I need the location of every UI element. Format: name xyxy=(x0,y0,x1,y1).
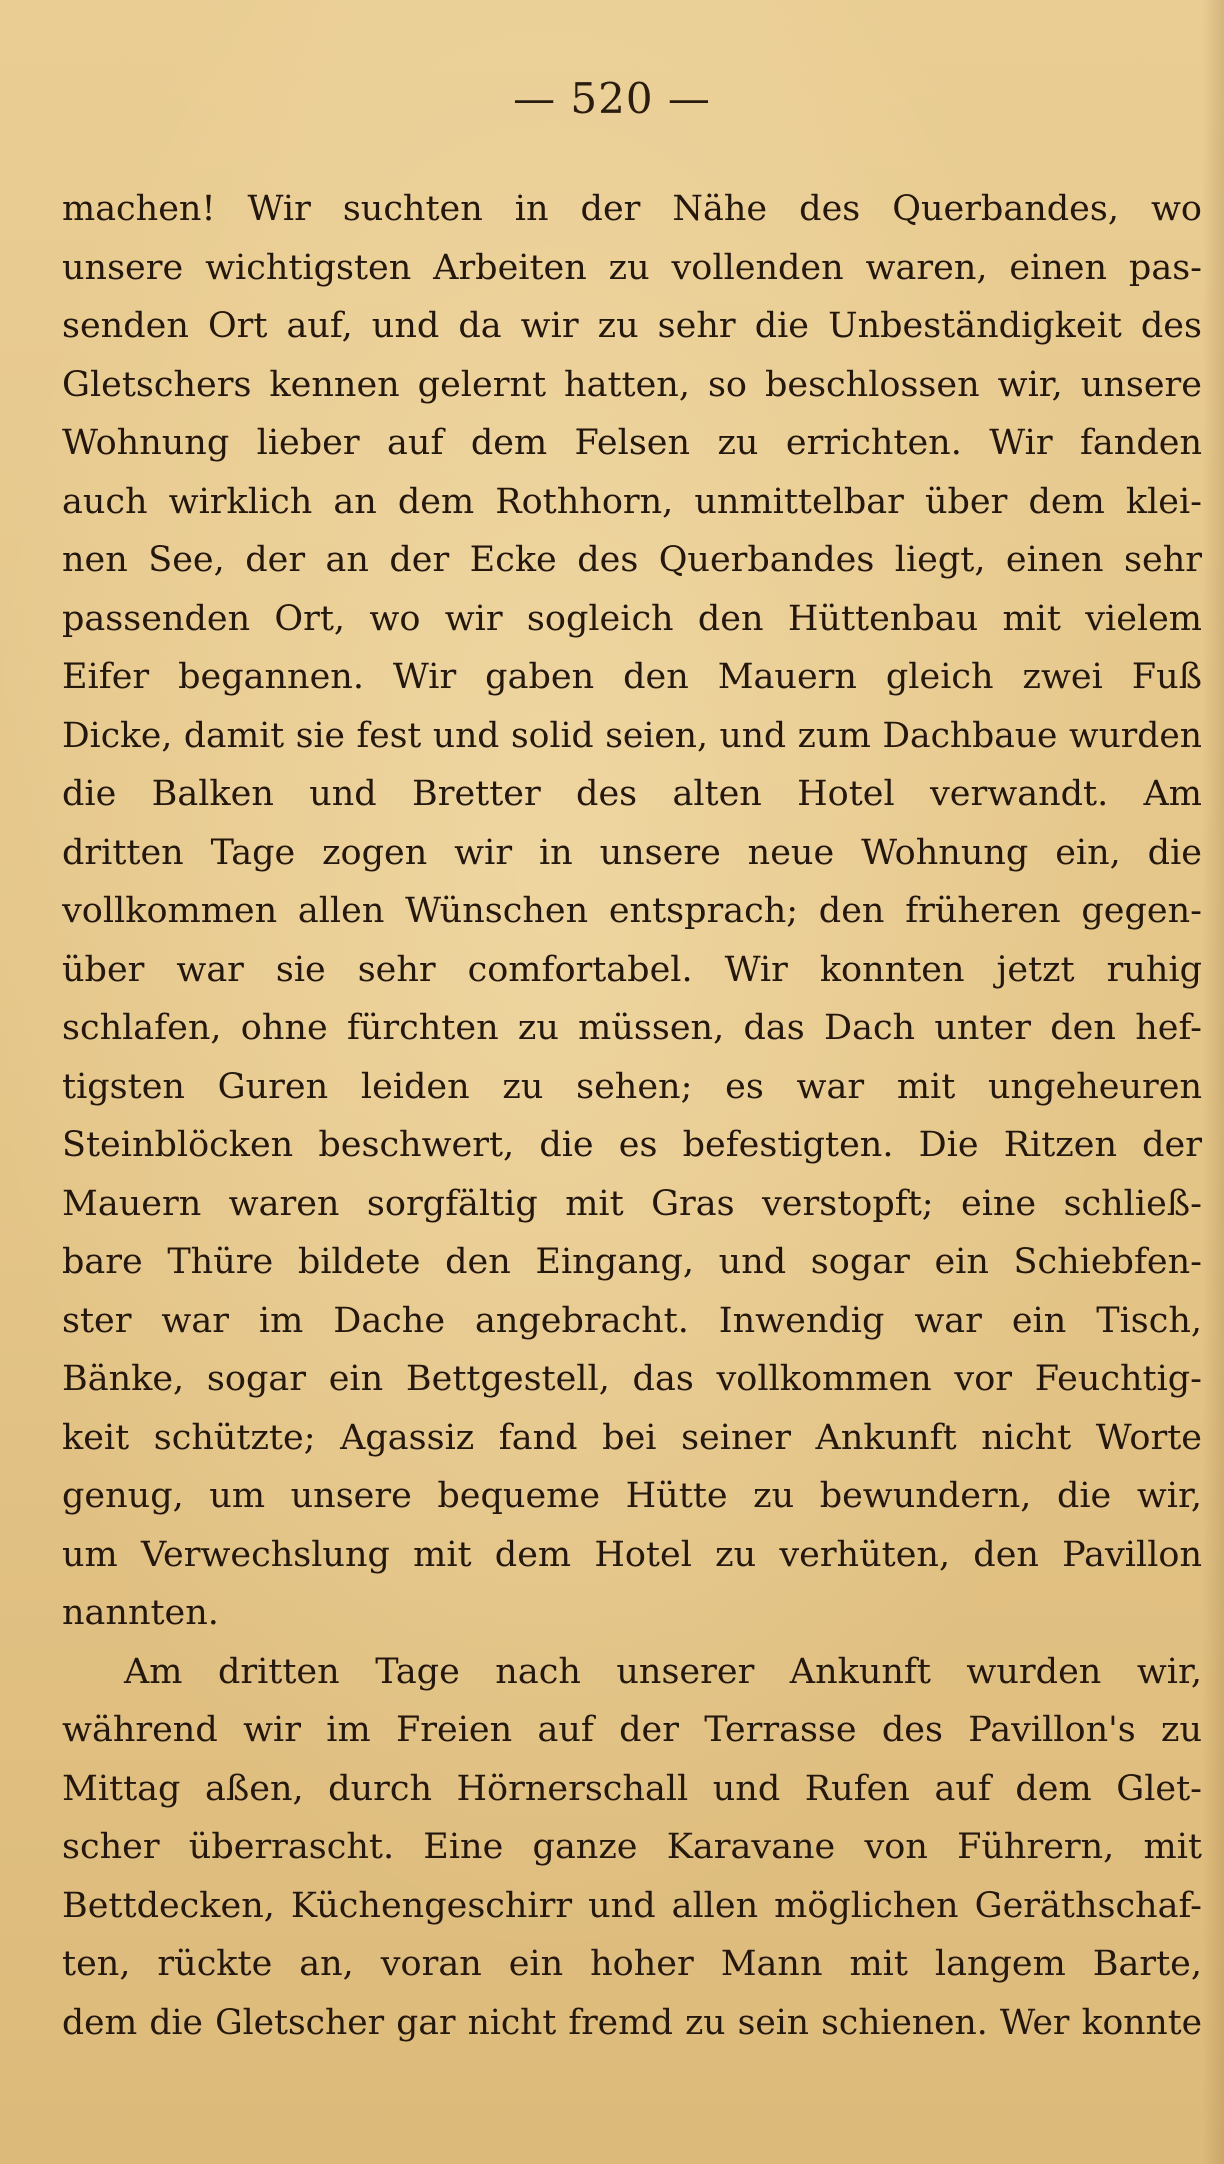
text-line-paragraph-end: nannten. xyxy=(62,1593,219,1633)
text-line: senden Ort auf, und da wir zu sehr die Unbeständigkeit des xyxy=(62,306,1202,346)
text-line: die Balken und Bretter des alten Hotel verwandt. Am xyxy=(62,774,1202,814)
text-line: bare Thüre bildete den Eingang, und sogar ein Schiebfen- xyxy=(62,1242,1202,1282)
text-line: Mittag aßen, durch Hörnerschall und Rufen auf dem Glet- xyxy=(62,1768,1202,1809)
text-line: dem die Gletscher gar nicht fremd zu sein schienen. Wer konnte xyxy=(62,2002,1202,2043)
body-text xyxy=(62,180,1202,2052)
page-number: — 520 — xyxy=(513,74,711,123)
text-line: schlafen, ohne fürchten zu müssen, das Dach unter den hef- xyxy=(62,1008,1202,1048)
text-line: während wir im Freien auf der Terrasse des Pavillon's zu xyxy=(62,1710,1202,1750)
text-line: dritten Tage zogen wir in unsere neue Wohnung ein, die xyxy=(62,832,1202,873)
text-line: machen! Wir suchten in der Nähe des Querbandes, wo xyxy=(62,189,1202,229)
text-line: um Verwechslung mit dem Hotel zu verhüten, den Pavillon xyxy=(62,1534,1202,1575)
text-line: nen See, der an der Ecke des Querbandes liegt, einen sehr xyxy=(62,540,1202,580)
text-line: tigsten Guren leiden zu sehen; es war mit ungeheuren xyxy=(62,1066,1202,1107)
text-line: ten, rückte an, voran ein hoher Mann mit langem Barte, xyxy=(62,1944,1202,1984)
text-line: Bettdecken, Küchengeschirr und allen möglichen Geräthschaf- xyxy=(62,1885,1202,1926)
text-line: Dicke, damit sie fest und solid seien, und zum Dachbaue wurden xyxy=(62,715,1202,756)
text-line-paragraph-start: Am dritten Tage nach unserer Ankunft wurden wir, xyxy=(124,1651,1202,1692)
text-line: Eifer begannen. Wir gaben den Mauern gleich zwei Fuß xyxy=(62,657,1202,697)
text-line: Steinblöcken beschwert, die es befestigten. Die Ritzen der xyxy=(62,1125,1202,1165)
text-line: auch wirklich an dem Rothhorn, unmittelbar über dem klei- xyxy=(62,481,1202,522)
text-line: genug, um unsere bequeme Hütte zu bewundern, die wir, xyxy=(62,1476,1202,1516)
text-line: scher überrascht. Eine ganze Karavane von Führern, mit xyxy=(62,1827,1202,1867)
text-line: keit schützte; Agassiz fand bei seiner Ankunft nicht Worte xyxy=(62,1417,1202,1458)
text-line: passenden Ort, wo wir sogleich den Hüttenbau mit vielem xyxy=(62,598,1202,639)
text-line: unsere wichtigsten Arbeiten zu vollenden waren, einen pas- xyxy=(62,247,1202,288)
text-line: vollkommen allen Wünschen entsprach; den früheren gegen- xyxy=(62,891,1202,931)
text-line: Mauern waren sorgfältig mit Gras verstopft; eine schließ- xyxy=(62,1183,1202,1224)
text-line: über war sie sehr comfortabel. Wir konnten jetzt ruhig xyxy=(62,949,1202,990)
text-line: Bänke, sogar ein Bettgestell, das vollkommen vor Feuchtig- xyxy=(62,1359,1202,1399)
text-line: Gletschers kennen gelernt hatten, so beschlossen wir, unsere xyxy=(62,364,1202,405)
text-line: Wohnung lieber auf dem Felsen zu errichten. Wir fanden xyxy=(62,423,1202,463)
text-line: ster war im Dache angebracht. Inwendig war ein Tisch, xyxy=(62,1300,1202,1341)
